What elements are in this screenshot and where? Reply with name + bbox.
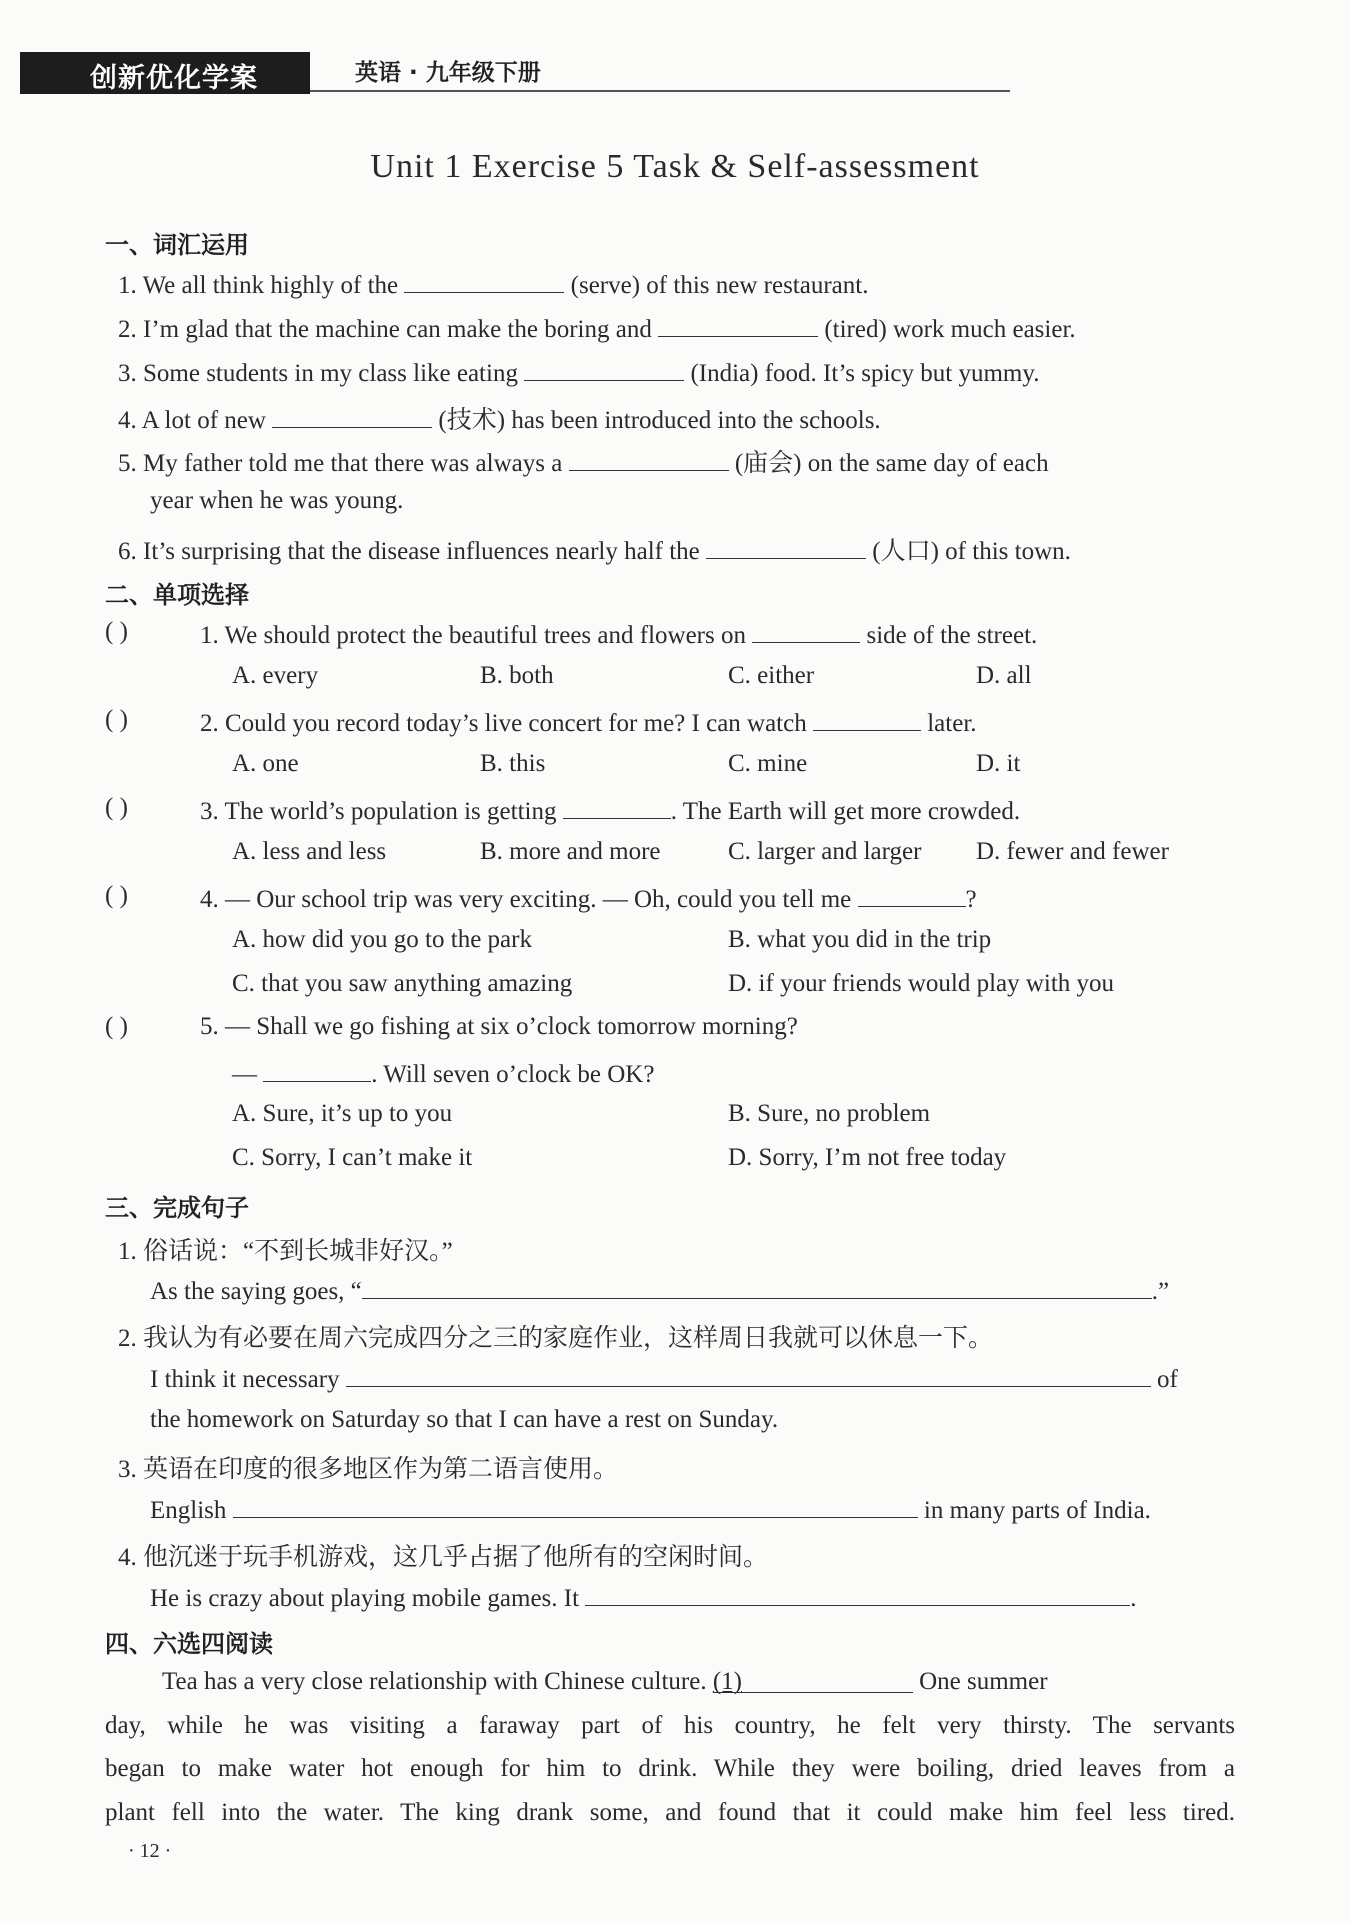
translation-answer-4: He is crazy about playing mobile games. It . xyxy=(150,1581,1137,1613)
option-c: C. Sorry, I can’t make it xyxy=(232,1144,473,1171)
mc-question-2: 2. Could you record today’s live concert for me? I can watch later. xyxy=(200,706,977,738)
option-d: D. Sorry, I’m not free today xyxy=(728,1144,1007,1171)
option-d: D. all xyxy=(976,662,1032,689)
vocab-item-4: 4. A lot of new (技术) has been introduced into the schools. xyxy=(118,400,881,436)
answer-parentheses[interactable]: ( ) xyxy=(105,794,128,821)
answer-blank[interactable] xyxy=(272,403,432,428)
option-b: B. this xyxy=(480,750,546,777)
option-c: C. that you saw anything amazing xyxy=(232,970,573,997)
header-rule xyxy=(310,90,1010,92)
answer-blank xyxy=(752,618,860,643)
answer-parentheses[interactable]: ( ) xyxy=(105,706,128,733)
answer-blank xyxy=(263,1057,371,1082)
option-d: D. it xyxy=(976,750,1021,777)
answer-blank[interactable] xyxy=(706,534,866,559)
mc-question-5-reply: — . Will seven o’clock be OK? xyxy=(232,1057,654,1089)
option-a: A. Sure, it’s up to you xyxy=(232,1100,453,1127)
option-b: B. more and more xyxy=(480,838,661,865)
option-d: D. if your friends would play with you xyxy=(728,970,1115,997)
option-a: A. one xyxy=(232,750,299,777)
answer-parentheses[interactable]: ( ) xyxy=(105,1013,128,1040)
answer-blank[interactable] xyxy=(346,1362,1151,1387)
page-number: · 12 · xyxy=(128,1840,172,1862)
option-c: C. mine xyxy=(728,750,808,777)
translation-prompt-1: 1. 俗话说：“不到长城非好汉。” xyxy=(118,1238,453,1265)
subject-label: 英语 · 九年级下册 xyxy=(355,60,541,86)
section3-heading: 三、完成句子 xyxy=(105,1194,249,1222)
translation-answer-2: I think it necessary of xyxy=(150,1362,1178,1394)
vocab-item-5-continued: year when he was young. xyxy=(150,487,404,514)
option-c: C. larger and larger xyxy=(728,838,922,865)
section1-heading: 一、词汇运用 xyxy=(105,231,249,259)
option-a: A. how did you go to the park xyxy=(232,926,532,953)
answer-parentheses[interactable]: ( ) xyxy=(105,882,128,909)
mc-question-3: 3. The world’s population is getting . The Earth will get more crowded. xyxy=(200,794,1020,826)
mc-question-5: 5. — Shall we go fishing at six o’clock tomorrow morning? xyxy=(200,1013,798,1040)
series-logo-text: 创新优化学案 xyxy=(90,63,258,94)
vocab-item-1: 1. We all think highly of the (serve) of this new restaurant. xyxy=(118,268,868,300)
answer-parentheses[interactable]: ( ) xyxy=(105,618,128,645)
reading-line-3: began to make water hot enough for him to drink. While they were boiling, dried leaves from a xyxy=(105,1755,1235,1782)
reading-blank-1[interactable]: (1) xyxy=(713,1668,913,1693)
answer-blank xyxy=(813,706,921,731)
reading-line-1: Tea has a very close relationship with Chinese culture. (1) One summer xyxy=(162,1668,1048,1695)
translation-prompt-3: 3. 英语在印度的很多地区作为第二语言使用。 xyxy=(118,1456,619,1483)
vocab-item-2: 2. I’m glad that the machine can make the boring and (tired) work much easier. xyxy=(118,312,1076,344)
page-title: Unit 1 Exercise 5 Task & Self-assessment xyxy=(370,148,980,185)
translation-answer-1: As the saying goes, “ .” xyxy=(150,1274,1169,1306)
vocab-item-3: 3. Some students in my class like eating (India) food. It’s spicy but yummy. xyxy=(118,356,1039,388)
mc-question-1: 1. We should protect the beautiful trees and flowers on side of the street. xyxy=(200,618,1037,650)
vocab-item-6: 6. It’s surprising that the disease influences nearly half the (人口) of this town. xyxy=(118,531,1071,567)
answer-blank[interactable] xyxy=(362,1274,1152,1299)
option-a: A. less and less xyxy=(232,838,387,865)
option-c: C. either xyxy=(728,662,815,689)
option-a: A. every xyxy=(232,662,319,689)
answer-blank xyxy=(563,794,671,819)
translation-prompt-4: 4. 他沉迷于玩手机游戏，这几乎占据了他所有的空闲时间。 xyxy=(118,1544,769,1571)
vocab-item-5: 5. My father told me that there was always a (庙会) on the same day of each xyxy=(118,443,1049,479)
section2-heading: 二、单项选择 xyxy=(105,581,249,609)
section4-heading: 四、六选四阅读 xyxy=(105,1630,273,1658)
mc-question-4: 4. — Our school trip was very exciting. — Oh, could you tell me ? xyxy=(200,882,977,914)
answer-blank[interactable] xyxy=(658,312,818,337)
translation-answer-3: English in many parts of India. xyxy=(150,1493,1151,1525)
answer-blank[interactable] xyxy=(404,268,564,293)
answer-blank[interactable] xyxy=(585,1581,1130,1606)
option-b: B. both xyxy=(480,662,554,689)
reading-line-2: day, while he was visiting a faraway part of his country, he felt very thirsty. The servants xyxy=(105,1712,1235,1739)
answer-blank xyxy=(858,882,966,907)
answer-blank[interactable] xyxy=(569,446,729,471)
translation-prompt-2: 2. 我认为有必要在周六完成四分之三的家庭作业，这样周日我就可以休息一下。 xyxy=(118,1325,994,1352)
reading-line-4: plant fell into the water. The king drank some, and found that it could make him feel less tired. xyxy=(105,1799,1235,1826)
option-b: B. what you did in the trip xyxy=(728,926,992,953)
option-b: B. Sure, no problem xyxy=(728,1100,931,1127)
series-logo xyxy=(20,52,310,94)
option-d: D. fewer and fewer xyxy=(976,838,1169,865)
translation-answer-2-continued: the homework on Saturday so that I can have a rest on Sunday. xyxy=(150,1406,779,1433)
answer-blank[interactable] xyxy=(233,1493,918,1518)
answer-blank[interactable] xyxy=(524,356,684,381)
